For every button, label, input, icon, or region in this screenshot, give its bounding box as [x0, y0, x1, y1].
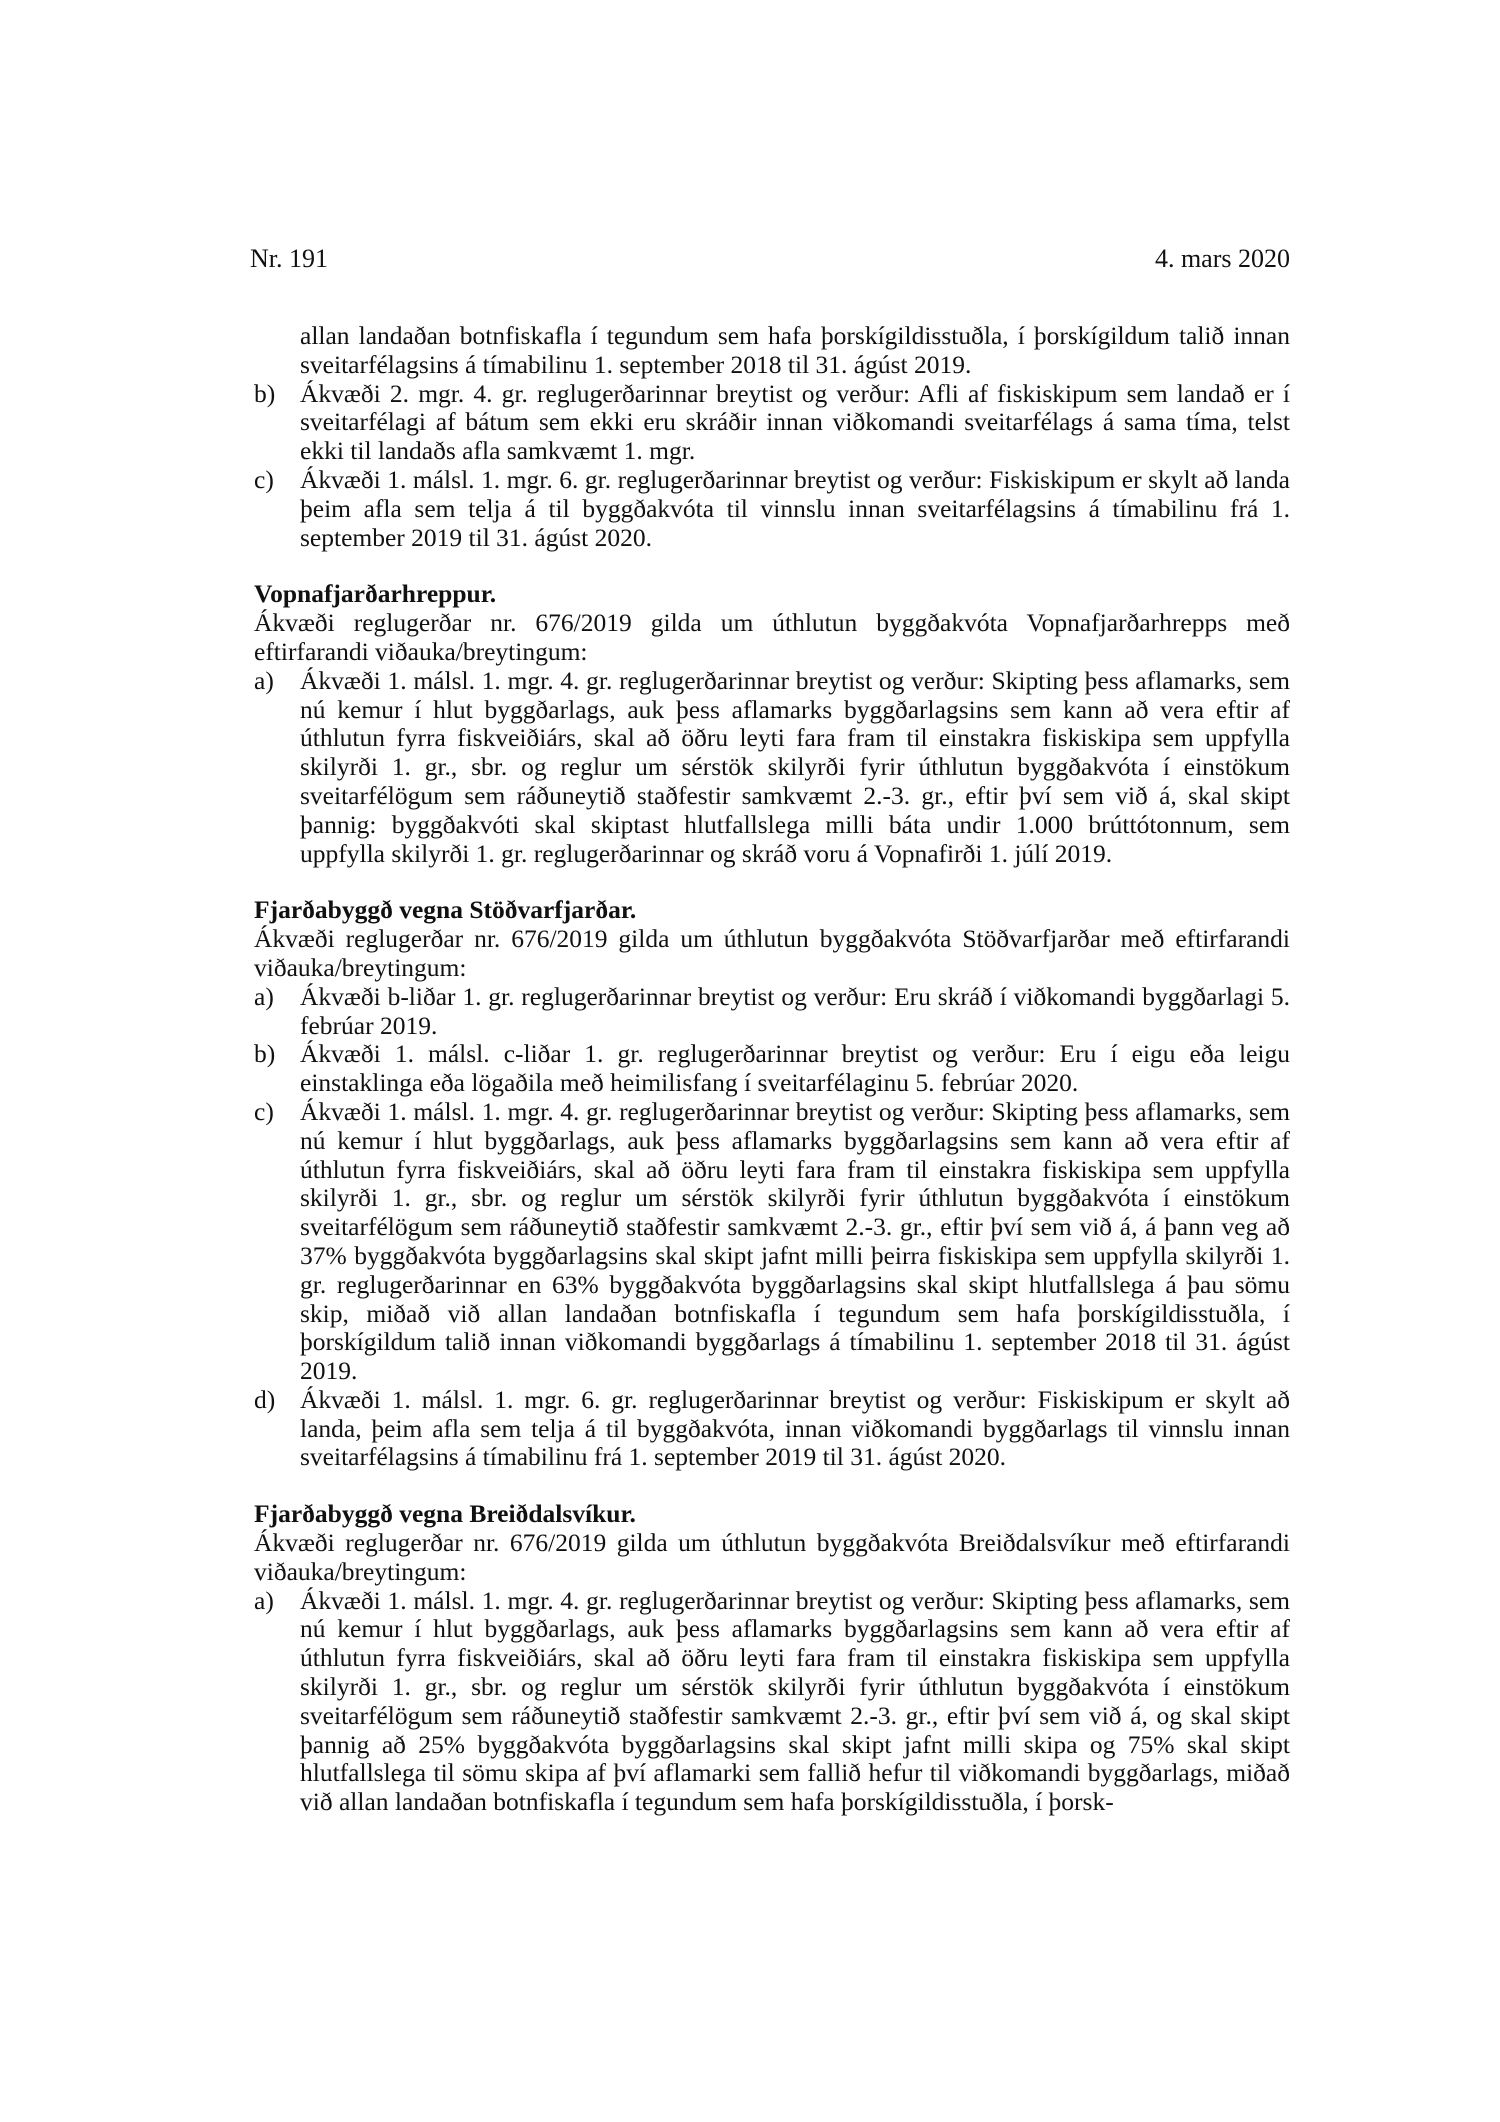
list-marker: a) — [254, 665, 274, 695]
list-marker: c) — [254, 464, 274, 494]
list-item-text: Ákvæði 1. málsl. 1. mgr. 6. gr. reglugerðarinnar breytist og verður: Fiskiskipum er skylt að landa, þeim afla sem telja á til byggðakvóta, innan viðkomandi byggðarlags til vinnslu innan sveitarfélagsins á tímabilinu frá 1. september 2019 til 31. ágúst 2020. — [300, 1384, 1290, 1472]
section-list — [254, 1587, 1290, 1817]
list-item-text: Ákvæði 1. málsl. 1. mgr. 4. gr. reglugerðarinnar breytist og verður: Skipting þess aflamarks, sem nú kemur í hlut byggðarlags, auk þess aflamarks byggðarlagsins sem kann að vera eftir af úthlutun fyrra fiskveiðiárs, skal að öðru leyti fara fram til einstakra fiskiskipa sem uppfylla skilyrði 1. gr., sbr. og reglur um sérstök skilyrði fyrir úthlutun byggðakvóta í einstökum sveitarfélögum sem ráðuneytið staðfestir samkvæmt 2.-3. gr., eftir því sem við á, og skal skipt þannig að 25% byggðakvóta byggðarlagsins skal skipt jafnt milli skipa og 75% skal skipt hlutfallslega til sömu skipa af því aflamarki sem fallið hefur til viðkomandi byggðarlags, miðað við allan landaðan botnfiskafla í tegundum sem hafa þorskígildisstuðla, í þorsk- — [300, 1585, 1290, 1817]
list-item — [254, 466, 1290, 552]
section-heading: Fjarðabyggð vegna Breiðdalsvíkur. — [254, 1499, 636, 1529]
list-item-text: Ákvæði b-liðar 1. gr. reglugerðarinnar breytist og verður: Eru skráð í viðkomandi byggðarlagi 5. febrúar 2019. — [300, 981, 1290, 1040]
section-intro: Ákvæði reglugerðar nr. 676/2019 gilda um úthlutun byggðakvóta Stöðvarfjarðar með eftirfarandi viðauka/breytingum: — [254, 924, 1290, 982]
list-marker: b) — [254, 378, 276, 408]
list-item-text: Ákvæði 2. mgr. 4. gr. reglugerðarinnar breytist og verður: Afli af fiskiskipum sem landað er í sveitarfélagi af bátum sem ekki eru skráðir innan viðkomandi sveitarfélags á sama tíma, telst ekki til landaðs afla samkvæmt 1. mgr. — [300, 378, 1290, 466]
section-breiddalsvik — [254, 1500, 1290, 1817]
list-item — [254, 1040, 1290, 1098]
regulation-number: Nr. 191 — [250, 244, 328, 273]
continued-list — [254, 380, 1290, 553]
section-heading: Fjarðabyggð vegna Stöðvarfjarðar. — [254, 895, 637, 925]
section-stodvarfjordur — [254, 896, 1290, 1472]
section-vopnafjardarhreppur — [254, 580, 1290, 868]
list-item — [254, 983, 1290, 1041]
list-item-text: Ákvæði 1. málsl. 1. mgr. 4. gr. reglugerðarinnar breytist og verður: Skipting þess aflamarks, sem nú kemur í hlut byggðarlags, auk þess aflamarks byggðarlagsins sem kann að vera eftir af úthlutun fyrra fiskveiðiárs, skal að öðru leyti fara fram til einstakra fiskiskipa sem uppfylla skilyrði 1. gr., sbr. og reglur um sérstök skilyrði fyrir úthlutun byggðakvóta í einstökum sveitarfélögum sem ráðuneytið staðfestir samkvæmt 2.-3. gr., eftir því sem við á, skal skipt þannig: byggðakvóti skal skiptast hlutfallslega milli báta undir 1.000 brúttótonnum, sem uppfylla skilyrði 1. gr. reglugerðarinnar og skráð voru á Vopnafirði 1. júlí 2019. — [300, 665, 1290, 868]
list-marker: a) — [254, 981, 274, 1011]
continued-paragraph: allan landaðan botnfiskafla í tegundum sem hafa þorskígildisstuðla, í þorskígildum talið innan sveitarfélagsins á tímabilinu 1. september 2018 til 31. ágúst 2019. — [300, 321, 1290, 379]
list-marker: a) — [254, 1585, 274, 1615]
page-header — [250, 244, 1290, 274]
list-item — [254, 1587, 1290, 1817]
document-body — [254, 322, 1290, 1817]
list-item — [254, 380, 1290, 466]
list-item-text: Ákvæði 1. málsl. c-liðar 1. gr. reglugerðarinnar breytist og verður: Eru í eigu eða leigu einstaklinga eða lögaðila með heimilisfang í sveitarfélaginu 5. febrúar 2020. — [300, 1039, 1290, 1098]
section-intro: Ákvæði reglugerðar nr. 676/2019 gilda um úthlutun byggðakvóta Breiðdalsvíkur með eftirfarandi viðauka/breytingum: — [254, 1528, 1290, 1586]
list-item — [254, 667, 1290, 869]
list-marker: d) — [254, 1384, 276, 1414]
section-list — [254, 983, 1290, 1473]
list-item — [254, 1098, 1290, 1386]
section-list — [254, 667, 1290, 869]
regulation-date: 4. mars 2020 — [1154, 244, 1290, 273]
list-item-text: Ákvæði 1. málsl. 1. mgr. 6. gr. reglugerðarinnar breytist og verður: Fiskiskipum er skylt að landa þeim afla sem telja á til byggðakvóta til vinnslu innan sveitarfélagsins á tímabilinu frá 1. september 2019 til 31. ágúst 2020. — [300, 464, 1290, 552]
section-intro: Ákvæði reglugerðar nr. 676/2019 gilda um úthlutun byggðakvóta Vopnafjarðarhrepps með eftirfarandi viðauka/breytingum: — [254, 608, 1290, 666]
list-item — [254, 1386, 1290, 1472]
list-marker: b) — [254, 1039, 276, 1069]
list-marker: c) — [254, 1096, 274, 1126]
list-item-text: Ákvæði 1. málsl. 1. mgr. 4. gr. reglugerðarinnar breytist og verður: Skipting þess aflamarks, sem nú kemur í hlut byggðarlags, auk þess aflamarks byggðarlagsins sem kann að vera eftir af úthlutun fyrra fiskveiðiárs, skal að öðru leyti fara fram til einstakra fiskiskipa sem uppfylla skilyrði 1. gr., sbr. og reglur um sérstök skilyrði fyrir úthlutun byggðakvóta í einstökum sveitarfélögum sem ráðuneytið staðfestir samkvæmt 2.-3. gr., eftir því sem við á, á þann veg að 37% byggðakvóta byggðarlagsins skal skipt jafnt milli þeirra fiskiskipa sem uppfylla skilyrði 1. gr. reglugerðarinnar en 63% byggðakvóta byggðarlagsins skal skipt hlutfallslega á þau sömu skip, miðað við allan landaðan botnfiskafla í tegundum sem hafa þorskígildisstuðla, í þorskígildum talið innan viðkomandi byggðarlags á tímabilinu 1. september 2018 til 31. ágúst 2019. — [300, 1096, 1290, 1386]
section-heading: Vopnafjarðarhreppur. — [254, 579, 497, 609]
